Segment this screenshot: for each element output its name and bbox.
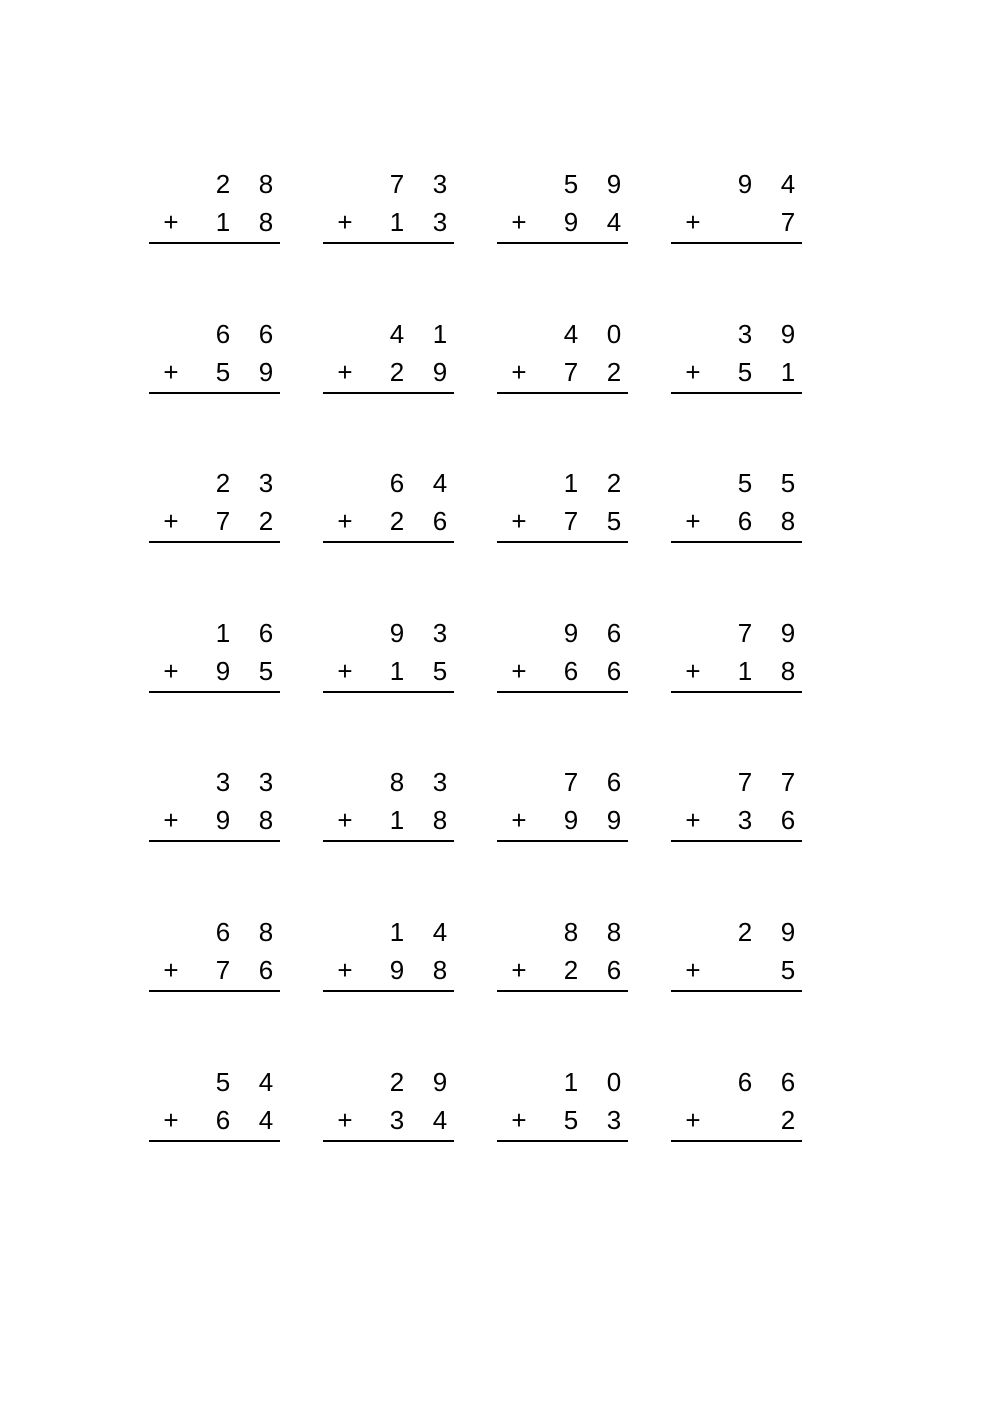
answer-line <box>323 691 454 693</box>
answer-line <box>671 392 802 394</box>
top-addend <box>323 316 454 352</box>
bottom-ones-digit: 8 <box>258 805 274 835</box>
answer-line <box>497 691 628 693</box>
top-ones-digit: 4 <box>258 1067 274 1097</box>
answer-line <box>497 392 628 394</box>
top-tens-digit: 5 <box>737 468 753 498</box>
top-ones-digit: 9 <box>780 319 796 349</box>
top-addend <box>497 914 628 950</box>
top-addend <box>671 316 802 352</box>
bottom-ones-digit: 8 <box>432 805 448 835</box>
plus-sign: + <box>163 656 179 686</box>
plus-sign: + <box>337 1105 353 1135</box>
top-tens-digit: 7 <box>737 767 753 797</box>
top-addend <box>323 166 454 202</box>
bottom-addend <box>497 1102 628 1138</box>
bottom-addend <box>671 354 802 390</box>
top-ones-digit: 4 <box>780 169 796 199</box>
top-ones-digit: 6 <box>606 618 622 648</box>
bottom-ones-digit: 2 <box>780 1105 796 1135</box>
addition-problem <box>149 166 280 246</box>
bottom-ones-digit: 5 <box>780 955 796 985</box>
bottom-addend <box>497 802 628 838</box>
answer-line <box>323 840 454 842</box>
bottom-ones-digit: 5 <box>432 656 448 686</box>
top-addend <box>671 166 802 202</box>
top-ones-digit: 3 <box>432 169 448 199</box>
answer-line <box>671 840 802 842</box>
addition-problem <box>149 914 280 994</box>
top-ones-digit: 0 <box>606 1067 622 1097</box>
bottom-addend <box>323 653 454 689</box>
top-ones-digit: 8 <box>258 917 274 947</box>
bottom-tens-digit: 7 <box>563 506 579 536</box>
top-tens-digit: 9 <box>737 169 753 199</box>
top-addend <box>497 316 628 352</box>
plus-sign: + <box>337 506 353 536</box>
plus-sign: + <box>685 805 701 835</box>
addition-problem <box>323 914 454 994</box>
answer-line <box>671 242 802 244</box>
plus-sign: + <box>511 1105 527 1135</box>
addition-problem <box>497 316 628 396</box>
bottom-addend <box>149 354 280 390</box>
addition-problem <box>323 1064 454 1144</box>
bottom-tens-digit: 2 <box>563 955 579 985</box>
plus-sign: + <box>337 357 353 387</box>
bottom-tens-digit: 9 <box>389 955 405 985</box>
bottom-tens-digit: 3 <box>737 805 753 835</box>
answer-line <box>497 1140 628 1142</box>
bottom-ones-digit: 6 <box>432 506 448 536</box>
bottom-ones-digit: 9 <box>606 805 622 835</box>
top-ones-digit: 4 <box>432 917 448 947</box>
plus-sign: + <box>163 506 179 536</box>
addition-problem <box>671 914 802 994</box>
top-addend <box>497 764 628 800</box>
top-tens-digit: 1 <box>389 917 405 947</box>
bottom-ones-digit: 8 <box>258 207 274 237</box>
answer-line <box>671 990 802 992</box>
bottom-ones-digit: 9 <box>432 357 448 387</box>
answer-line <box>149 990 280 992</box>
answer-line <box>323 990 454 992</box>
answer-line <box>149 1140 280 1142</box>
bottom-tens-digit: 7 <box>215 955 231 985</box>
addition-problem <box>323 465 454 545</box>
answer-line <box>149 541 280 543</box>
addition-problem <box>497 764 628 844</box>
plus-sign: + <box>685 656 701 686</box>
plus-sign: + <box>511 357 527 387</box>
top-tens-digit: 6 <box>737 1067 753 1097</box>
top-ones-digit: 6 <box>258 319 274 349</box>
addition-problem <box>671 465 802 545</box>
top-ones-digit: 6 <box>258 618 274 648</box>
top-tens-digit: 6 <box>215 917 231 947</box>
bottom-ones-digit: 5 <box>258 656 274 686</box>
plus-sign: + <box>337 955 353 985</box>
bottom-tens-digit: 6 <box>563 656 579 686</box>
answer-line <box>323 541 454 543</box>
bottom-ones-digit: 4 <box>258 1105 274 1135</box>
top-ones-digit: 3 <box>432 767 448 797</box>
bottom-tens-digit: 9 <box>215 805 231 835</box>
answer-line <box>323 1140 454 1142</box>
addition-problem <box>671 615 802 695</box>
addition-problem <box>323 764 454 844</box>
top-addend <box>323 914 454 950</box>
top-addend <box>149 764 280 800</box>
bottom-addend <box>497 653 628 689</box>
top-ones-digit: 8 <box>606 917 622 947</box>
plus-sign: + <box>685 955 701 985</box>
top-tens-digit: 2 <box>215 169 231 199</box>
bottom-addend <box>671 204 802 240</box>
top-addend <box>149 465 280 501</box>
plus-sign: + <box>685 207 701 237</box>
plus-sign: + <box>163 207 179 237</box>
bottom-ones-digit: 9 <box>258 357 274 387</box>
top-ones-digit: 9 <box>432 1067 448 1097</box>
bottom-ones-digit: 6 <box>606 955 622 985</box>
top-addend <box>149 166 280 202</box>
answer-line <box>497 990 628 992</box>
top-tens-digit: 2 <box>389 1067 405 1097</box>
bottom-addend <box>671 952 802 988</box>
top-tens-digit: 4 <box>389 319 405 349</box>
addition-problem <box>323 166 454 246</box>
plus-sign: + <box>163 955 179 985</box>
top-tens-digit: 1 <box>215 618 231 648</box>
bottom-ones-digit: 3 <box>606 1105 622 1135</box>
bottom-addend <box>497 204 628 240</box>
top-tens-digit: 8 <box>563 917 579 947</box>
bottom-tens-digit: 6 <box>215 1105 231 1135</box>
addition-problem <box>497 465 628 545</box>
plus-sign: + <box>511 207 527 237</box>
bottom-addend <box>497 354 628 390</box>
bottom-ones-digit: 2 <box>258 506 274 536</box>
bottom-addend <box>149 503 280 539</box>
plus-sign: + <box>337 207 353 237</box>
bottom-ones-digit: 4 <box>606 207 622 237</box>
bottom-addend <box>497 503 628 539</box>
addition-problem <box>671 166 802 246</box>
plus-sign: + <box>337 656 353 686</box>
plus-sign: + <box>511 955 527 985</box>
answer-line <box>149 691 280 693</box>
top-addend <box>323 1064 454 1100</box>
bottom-tens-digit: 5 <box>737 357 753 387</box>
answer-line <box>323 242 454 244</box>
top-tens-digit: 7 <box>389 169 405 199</box>
bottom-ones-digit: 4 <box>432 1105 448 1135</box>
addition-problem <box>149 465 280 545</box>
plus-sign: + <box>511 506 527 536</box>
top-ones-digit: 0 <box>606 319 622 349</box>
bottom-tens-digit: 9 <box>563 805 579 835</box>
bottom-tens-digit <box>734 204 756 240</box>
bottom-ones-digit: 5 <box>606 506 622 536</box>
top-tens-digit: 2 <box>215 468 231 498</box>
bottom-addend <box>149 952 280 988</box>
bottom-ones-digit: 6 <box>780 805 796 835</box>
plus-sign: + <box>511 805 527 835</box>
addition-problem <box>149 1064 280 1144</box>
top-ones-digit: 3 <box>432 618 448 648</box>
top-addend <box>497 465 628 501</box>
top-addend <box>671 1064 802 1100</box>
addition-problem <box>497 914 628 994</box>
bottom-ones-digit: 6 <box>606 656 622 686</box>
top-ones-digit: 7 <box>780 767 796 797</box>
bottom-addend <box>323 802 454 838</box>
bottom-tens-digit: 1 <box>737 656 753 686</box>
top-tens-digit: 6 <box>389 468 405 498</box>
top-addend <box>149 1064 280 1100</box>
answer-line <box>671 541 802 543</box>
top-ones-digit: 6 <box>780 1067 796 1097</box>
top-addend <box>497 615 628 651</box>
bottom-addend <box>323 503 454 539</box>
top-tens-digit: 4 <box>563 319 579 349</box>
answer-line <box>149 840 280 842</box>
top-tens-digit: 3 <box>737 319 753 349</box>
answer-line <box>497 242 628 244</box>
bottom-tens-digit <box>734 1102 756 1138</box>
bottom-tens-digit: 7 <box>563 357 579 387</box>
answer-line <box>149 392 280 394</box>
bottom-addend <box>323 1102 454 1138</box>
bottom-ones-digit: 8 <box>780 506 796 536</box>
top-addend <box>671 914 802 950</box>
bottom-addend <box>149 802 280 838</box>
bottom-addend <box>497 952 628 988</box>
addition-problem <box>149 615 280 695</box>
bottom-tens-digit <box>734 952 756 988</box>
bottom-addend <box>323 354 454 390</box>
bottom-tens-digit: 9 <box>215 656 231 686</box>
plus-sign: + <box>163 357 179 387</box>
bottom-ones-digit: 2 <box>606 357 622 387</box>
bottom-ones-digit: 3 <box>432 207 448 237</box>
top-addend <box>497 166 628 202</box>
top-addend <box>149 316 280 352</box>
top-addend <box>497 1064 628 1100</box>
addition-problem <box>323 316 454 396</box>
top-ones-digit: 8 <box>258 169 274 199</box>
top-tens-digit: 9 <box>389 618 405 648</box>
bottom-tens-digit: 1 <box>389 805 405 835</box>
top-tens-digit: 7 <box>563 767 579 797</box>
top-addend <box>671 764 802 800</box>
bottom-addend <box>149 653 280 689</box>
top-addend <box>323 764 454 800</box>
bottom-addend <box>323 204 454 240</box>
answer-line <box>671 1140 802 1142</box>
answer-line <box>149 242 280 244</box>
top-tens-digit: 7 <box>737 618 753 648</box>
answer-line <box>497 541 628 543</box>
bottom-addend <box>149 204 280 240</box>
addition-problem <box>671 316 802 396</box>
top-ones-digit: 4 <box>432 468 448 498</box>
bottom-tens-digit: 2 <box>389 506 405 536</box>
addition-problem <box>149 764 280 844</box>
bottom-ones-digit: 8 <box>432 955 448 985</box>
bottom-tens-digit: 9 <box>563 207 579 237</box>
bottom-addend <box>671 802 802 838</box>
top-tens-digit: 5 <box>563 169 579 199</box>
plus-sign: + <box>511 656 527 686</box>
top-ones-digit: 6 <box>606 767 622 797</box>
top-tens-digit: 6 <box>215 319 231 349</box>
top-ones-digit: 9 <box>606 169 622 199</box>
plus-sign: + <box>685 506 701 536</box>
top-tens-digit: 8 <box>389 767 405 797</box>
top-addend <box>323 465 454 501</box>
bottom-tens-digit: 6 <box>737 506 753 536</box>
bottom-addend <box>671 503 802 539</box>
addition-problem <box>323 615 454 695</box>
top-ones-digit: 1 <box>432 319 448 349</box>
bottom-addend <box>323 952 454 988</box>
addition-problem <box>671 1064 802 1144</box>
plus-sign: + <box>685 357 701 387</box>
top-tens-digit: 9 <box>563 618 579 648</box>
top-ones-digit: 3 <box>258 767 274 797</box>
top-ones-digit: 2 <box>606 468 622 498</box>
bottom-tens-digit: 5 <box>215 357 231 387</box>
top-addend <box>149 615 280 651</box>
bottom-ones-digit: 7 <box>780 207 796 237</box>
top-tens-digit: 3 <box>215 767 231 797</box>
addition-problem <box>497 615 628 695</box>
top-ones-digit: 9 <box>780 917 796 947</box>
bottom-addend <box>671 653 802 689</box>
plus-sign: + <box>163 1105 179 1135</box>
answer-line <box>497 840 628 842</box>
answer-line <box>671 691 802 693</box>
bottom-ones-digit: 6 <box>258 955 274 985</box>
bottom-tens-digit: 1 <box>389 656 405 686</box>
addition-problem <box>497 166 628 246</box>
bottom-ones-digit: 1 <box>780 357 796 387</box>
top-tens-digit: 1 <box>563 1067 579 1097</box>
top-addend <box>149 914 280 950</box>
plus-sign: + <box>337 805 353 835</box>
bottom-tens-digit: 5 <box>563 1105 579 1135</box>
top-addend <box>323 615 454 651</box>
bottom-addend <box>671 1102 802 1138</box>
bottom-tens-digit: 7 <box>215 506 231 536</box>
bottom-tens-digit: 2 <box>389 357 405 387</box>
bottom-ones-digit: 8 <box>780 656 796 686</box>
top-ones-digit: 5 <box>780 468 796 498</box>
addition-problem <box>149 316 280 396</box>
top-ones-digit: 3 <box>258 468 274 498</box>
bottom-tens-digit: 1 <box>389 207 405 237</box>
bottom-tens-digit: 3 <box>389 1105 405 1135</box>
addition-problem <box>671 764 802 844</box>
top-tens-digit: 5 <box>215 1067 231 1097</box>
top-tens-digit: 1 <box>563 468 579 498</box>
top-tens-digit: 2 <box>737 917 753 947</box>
addition-problem <box>497 1064 628 1144</box>
top-addend <box>671 615 802 651</box>
bottom-tens-digit: 1 <box>215 207 231 237</box>
plus-sign: + <box>163 805 179 835</box>
bottom-addend <box>149 1102 280 1138</box>
top-ones-digit: 9 <box>780 618 796 648</box>
top-addend <box>671 465 802 501</box>
answer-line <box>323 392 454 394</box>
plus-sign: + <box>685 1105 701 1135</box>
